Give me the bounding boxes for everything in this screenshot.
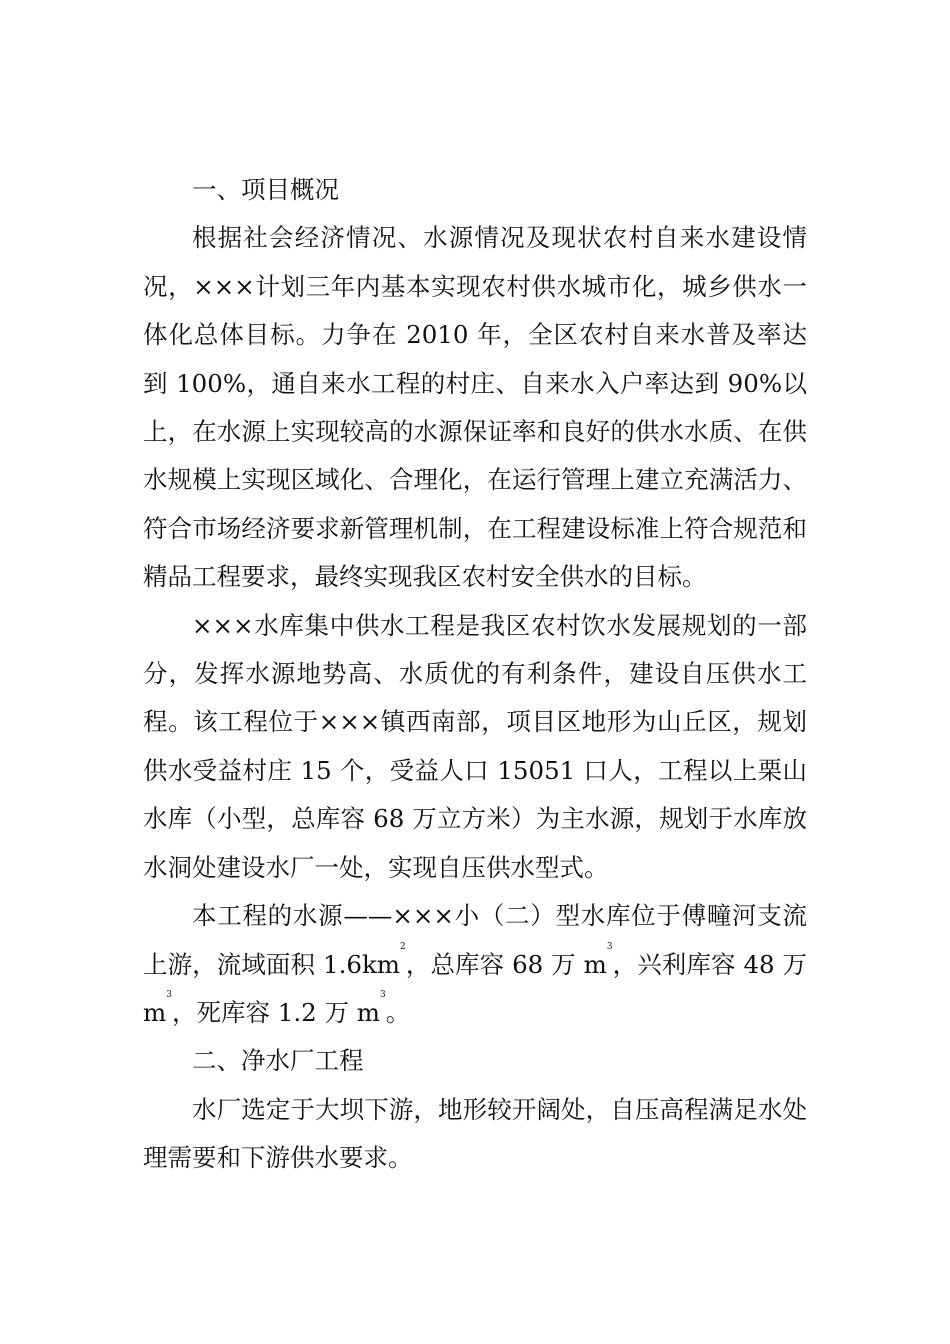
superscript: 3	[606, 941, 613, 952]
text-run: 本工程的水源——×××小（二）型水库位于傅疃河支流上游，流域面积 1.6km	[143, 901, 807, 979]
text-run: ，兴利库容 48 万 m	[143, 949, 807, 1027]
paragraph-plant-location: 水厂选定于大坝下游，地形较开阔处，自压高程满足水处理需要和下游供水要求。	[143, 1094, 807, 1173]
text-run: ，死库容 1.2 万 m	[171, 997, 381, 1027]
superscript: 2	[400, 941, 406, 952]
text-run: 。	[385, 997, 411, 1027]
superscript: 3	[380, 989, 386, 1000]
superscript: 3	[166, 989, 172, 1000]
paragraph-water-source	[143, 892, 807, 1037]
text-run: ，总库容 68 万 m	[405, 949, 607, 979]
section-heading-project-overview: 一、项目概况	[192, 175, 339, 204]
paragraph-overall-goal: 根据社会经济情况、水源情况及现状农村自来水建设情况，×××计划三年内基本实现农村供水城市化，城乡供水一体化总体目标。力争在 2010 年，全区农村自来水普及率达到 100%，通自来水工程的村庄、自来水入户率达到 90%以上，在水源上实现较高的水源保证率和良好的供水水质、在供水规模上实现区域化、合理化，在运行管理上建立充满活力、符合市场经济要求新管理机制，在工程建设标准上符合规范和精品工程要求，最终实现我区农村安全供水的目标。	[143, 223, 807, 592]
document-body	[143, 166, 807, 1183]
section-heading-water-plant: 二、净水厂工程	[192, 1046, 364, 1076]
paragraph-reservoir-project: ×××水库集中供水工程是我区农村饮水发展规划的一部分，发挥水源地势高、水质优的有利条件，建设自压供水工程。该工程位于×××镇西南部，项目区地形为山丘区，规划供水受益村庄 15 个，受益人口 15051 口人，工程以上栗山水库（小型，总库容 68 万立方米）为主水源，规划于水库放水洞处建设水厂一处，实现自压供水型式。	[143, 610, 807, 882]
